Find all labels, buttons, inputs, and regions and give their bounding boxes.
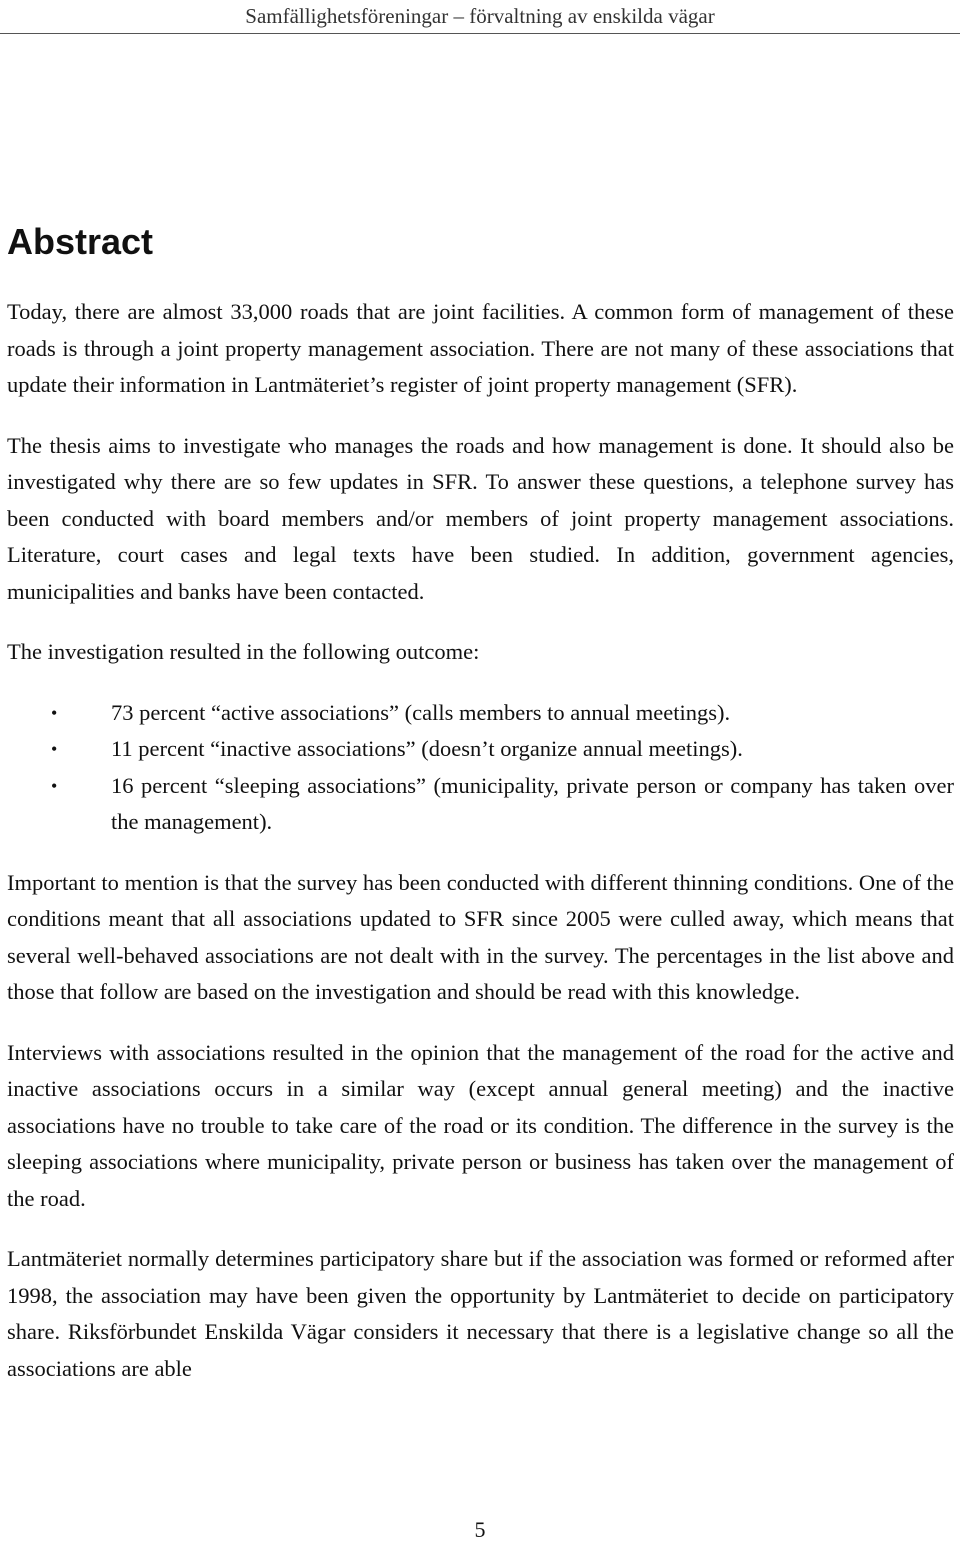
running-header: Samfällighetsföreningar – förvaltning av enskilda vägar xyxy=(245,4,715,28)
list-item xyxy=(7,731,954,768)
list-item-text: 16 percent “sleeping associations” (municipality, private person or company has taken over the management). xyxy=(111,772,954,834)
header-divider xyxy=(0,33,960,34)
paragraph-thinning: Important to mention is that the survey has been conducted with different thinning conditions. One of the conditions meant that all associations updated to SFR since 2005 were culled away, which means that several well-behaved associations are not dealt with in the survey. The percentages in the list above and those that follow are based on the investigation and should be read with this knowledge. xyxy=(7,869,954,1004)
paragraph-intro: Today, there are almost 33,000 roads that are joint facilities. A common form of management of these roads is through a joint property management association. There are not many of these associations that update their information in Lantmäteriet’s register of joint property management (SFR). xyxy=(7,299,954,397)
abstract-body xyxy=(7,294,954,1411)
page-number: 5 xyxy=(474,1517,486,1542)
section-title: Abstract xyxy=(7,221,154,262)
paragraph-participatory-share: Lantmäteriet normally determines participatory share but if the association was formed or reformed after 1998, the association may have been given the opportunity by Lantmäteriet to decide on participatory share. Riksförbundet Enskilda Vägar considers it necessary that there is a legislative change so all the associations are able xyxy=(7,1246,954,1381)
bullet-icon: • xyxy=(51,739,58,759)
bullet-icon: • xyxy=(51,775,58,796)
list-item-text: 73 percent “active associations” (calls members to annual meetings). xyxy=(111,699,731,725)
list-item xyxy=(7,768,954,841)
bullet-icon: • xyxy=(51,702,58,723)
paragraph-aims: The thesis aims to investigate who manages the roads and how management is done. It should also be investigated why there are so few updates in SFR. To answer these questions, a telephone survey has been conducted with board members and/or members of joint property management associations. Literature, court cases and legal texts have been studied. In addition, government agencies, municipalities and banks have been contacted. xyxy=(7,432,954,604)
outcome-list xyxy=(7,695,954,841)
list-item xyxy=(7,695,954,732)
paragraph-interviews: Interviews with associations resulted in the opinion that the management of the road for the active and inactive associations occurs in a similar way (except annual general meeting) and the inactive associations have no trouble to take care of the road or its condition. The difference in the survey is the sleeping associations where municipality, private person or business has taken over the management of the road. xyxy=(7,1039,954,1211)
paragraph-outcome-lead: The investigation resulted in the following outcome: xyxy=(7,639,480,664)
list-item-text: 11 percent “inactive associations” (doesn’t organize annual meetings). xyxy=(111,736,743,761)
